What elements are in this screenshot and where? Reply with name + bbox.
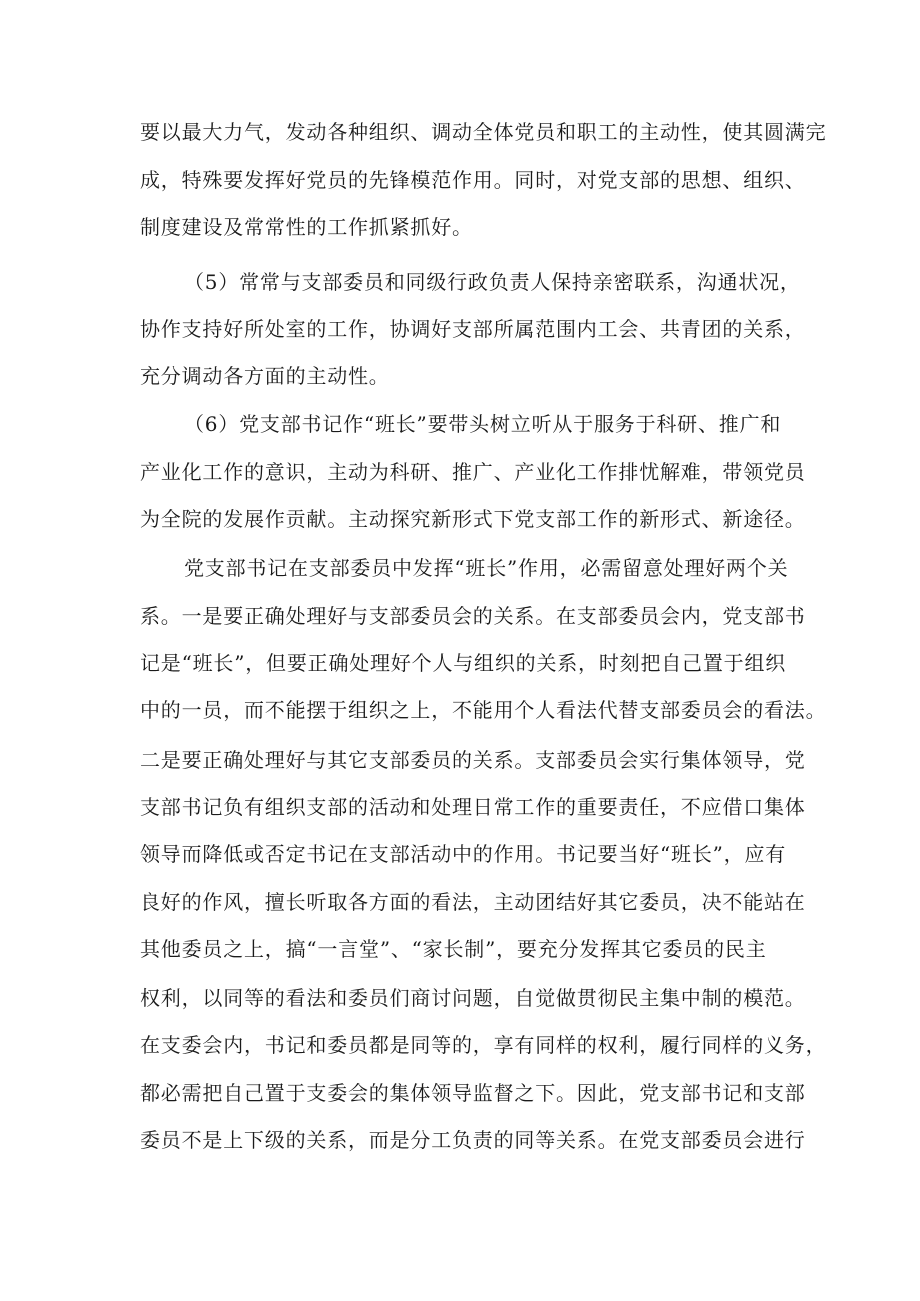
- text-line: 产业化工作的意识，主动为科研、推广、产业化工作排忧解难，带领党员: [140, 460, 806, 484]
- text-line: 充分调动各方面的主动性。: [140, 364, 390, 388]
- text-line: 协作支持好所处室的工作，协调好支部所属范围内工会、共青团的关系，: [140, 317, 806, 341]
- text-line: （5）常常与支部委员和同级行政负责人保持亲密联系，沟通状况，: [184, 270, 801, 294]
- text-line: （6）党支部书记作“班长”要带头树立听从于服务于科研、推广和: [184, 412, 782, 436]
- text-line: 在支委会内，书记和委员都是同等的，享有同样的权利，履行同样的义务，: [140, 1033, 827, 1057]
- text-line: 中的一员，而不能摆于组织之上，不能用个人看法代替支部委员会的看法。: [140, 698, 827, 722]
- text-line: 党支部书记在支部委员中发挥“班长”作用，必需留意处理好两个关: [184, 556, 789, 580]
- text-line: 都必需把自己置于支委会的集体领导监督之下。因此，党支部书记和支部: [140, 1081, 806, 1105]
- text-line: 委员不是上下级的关系，而是分工负责的同等关系。在党支部委员会进行: [140, 1128, 806, 1152]
- text-line: 领导而降低或否定书记在支部活动中的作用。书记要当好“班长”，应有: [140, 842, 787, 866]
- text-line: 制度建设及常常性的工作抓紧抓好。: [140, 215, 473, 239]
- text-line: 其他委员之上，搞“一言堂”、“家长制”，要充分发挥其它委员的民主: [140, 937, 767, 961]
- text-line: 系。一是要正确处理好与支部委员会的关系。在支部委员会内，党支部书: [140, 604, 806, 628]
- text-line: 二是要正确处理好与其它支部委员的关系。支部委员会实行集体领导，党: [140, 748, 806, 772]
- text-line: 成，特殊要发挥好党员的先锋模范作用。同时，对党支部的思想、组织、: [140, 168, 806, 192]
- text-line: 为全院的发展作贡献。主动探究新形式下党支部工作的新形式、新途径。: [140, 507, 806, 531]
- text-line: 记是“班长”，但要正确处理好个人与组织的关系，时刻把自己置于组织: [140, 651, 787, 675]
- text-line: 权利，以同等的看法和委员们商讨问题，自觉做贯彻民主集中制的模范。: [140, 986, 806, 1010]
- text-line: 支部书记负有组织支部的活动和处理日常工作的重要责任，不应借口集体: [140, 795, 806, 819]
- text-line: 良好的作风，擅长听取各方面的看法，主动团结好其它委员，决不能站在: [140, 890, 806, 914]
- text-line: 要以最大力气，发动各种组织、调动全体党员和职工的主动性，使其圆满完: [140, 120, 827, 144]
